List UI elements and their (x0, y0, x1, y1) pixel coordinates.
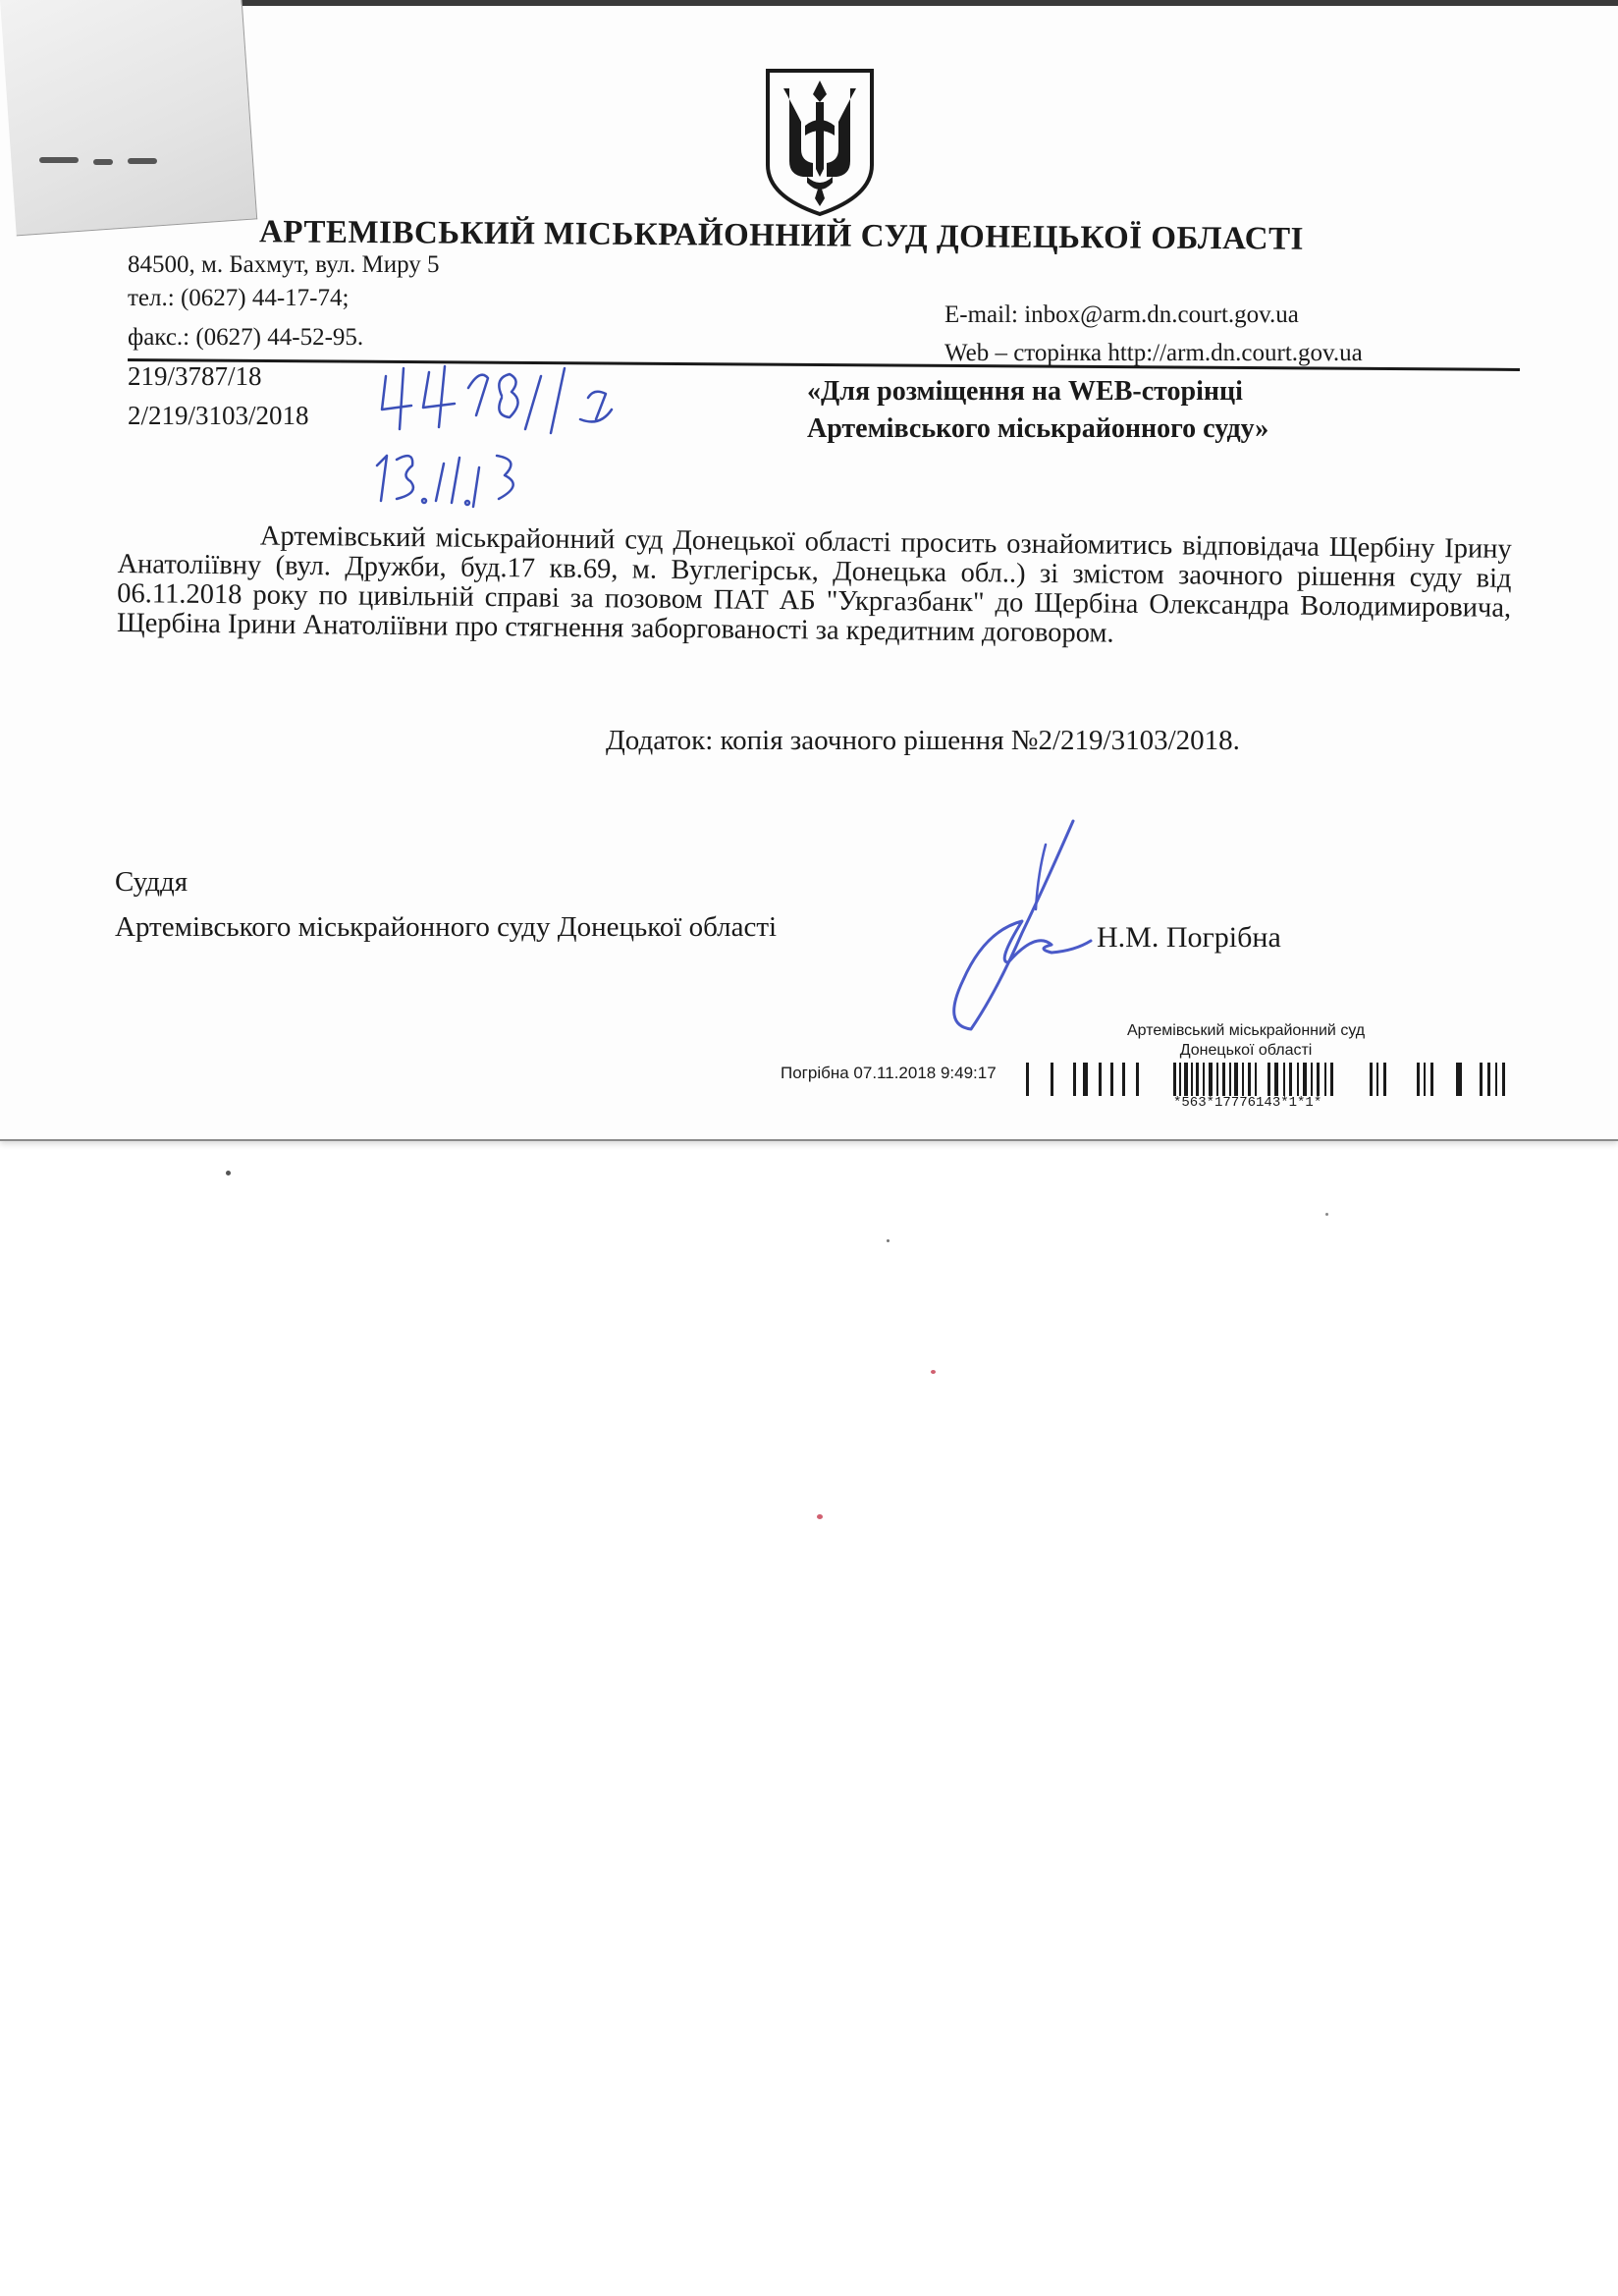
case-number: 219/3787/18 (128, 361, 262, 391)
court-title: АРТЕМІВСЬКИЙ МІСЬКРАЙОННИЙ СУД ДОНЕЦЬКОЇ ОБЛАСТІ (258, 214, 1305, 257)
judge-title (115, 859, 777, 950)
folded-corner (0, 0, 257, 236)
proceeding-number: 2/219/3103/2018 (128, 401, 309, 430)
coat-of-arms-emblem (764, 67, 876, 218)
body-paragraph (117, 520, 1512, 653)
handwritten-date (365, 442, 562, 511)
court-address: 84500, м. Бахмут, вул. Миру 5 (128, 251, 440, 278)
court-website: Web – сторінка http://arm.dn.court.gov.ua (944, 340, 1363, 366)
notice-line-2: Артемівського міськрайонного суду» (807, 413, 1269, 444)
barcode-text: *563*17776143*1*1* (1173, 1095, 1322, 1111)
stamp-signer-datetime: Погрібна 07.11.2018 9:49:17 (781, 1064, 997, 1082)
web-publication-notice (807, 373, 1435, 448)
handwritten-signature (928, 815, 1095, 1041)
attachment-line: Додаток: копія заочного рішення №2/219/3103/2018. (606, 725, 1240, 756)
judge-role: Суддя (115, 866, 189, 898)
stamp-court-line-1: Артемівський міськрайонний суд (1127, 1022, 1366, 1039)
document-barcode (1026, 1063, 1507, 1096)
court-email: E-mail: inbox@arm.dn.court.gov.ua (944, 301, 1299, 328)
court-phone: тел.: (0627) 44-17-74; (128, 285, 350, 311)
judge-court: Артемівського міськрайонного суду Донецької області (115, 911, 778, 943)
scan-top-edge (226, 0, 1618, 6)
handwritten-registration-number (378, 358, 648, 437)
staple-marks (20, 157, 167, 167)
stamp-court-line-2: Донецької області (1179, 1042, 1313, 1059)
judge-name: Н.М. Погрібна (1097, 921, 1281, 954)
document-sheet (0, 0, 1618, 1141)
body-text: Артемівський міськрайонний суд Донецької області просить ознайомитись відповідача Щербіну Ірину Анатоліївну (вул. Дружби, буд.17 кв.69, м. Вуглегірськ, Донецька обл..) зі змістом заочного рішення суду від 06.11.2018 року по цивільній справі за позовом ПАТ АБ "Укргазбанк" до Щербіна Олександра Володимировича, Щербіна Ірини Анатоліївни про стягнення заборгованості за кредитним договором. (116, 520, 1512, 649)
court-fax: факс.: (0627) 44-52-95. (128, 324, 364, 351)
electronic-stamp-court (1127, 1021, 1365, 1061)
notice-line-1: «Для розміщення на WEB-сторінці (807, 376, 1243, 407)
